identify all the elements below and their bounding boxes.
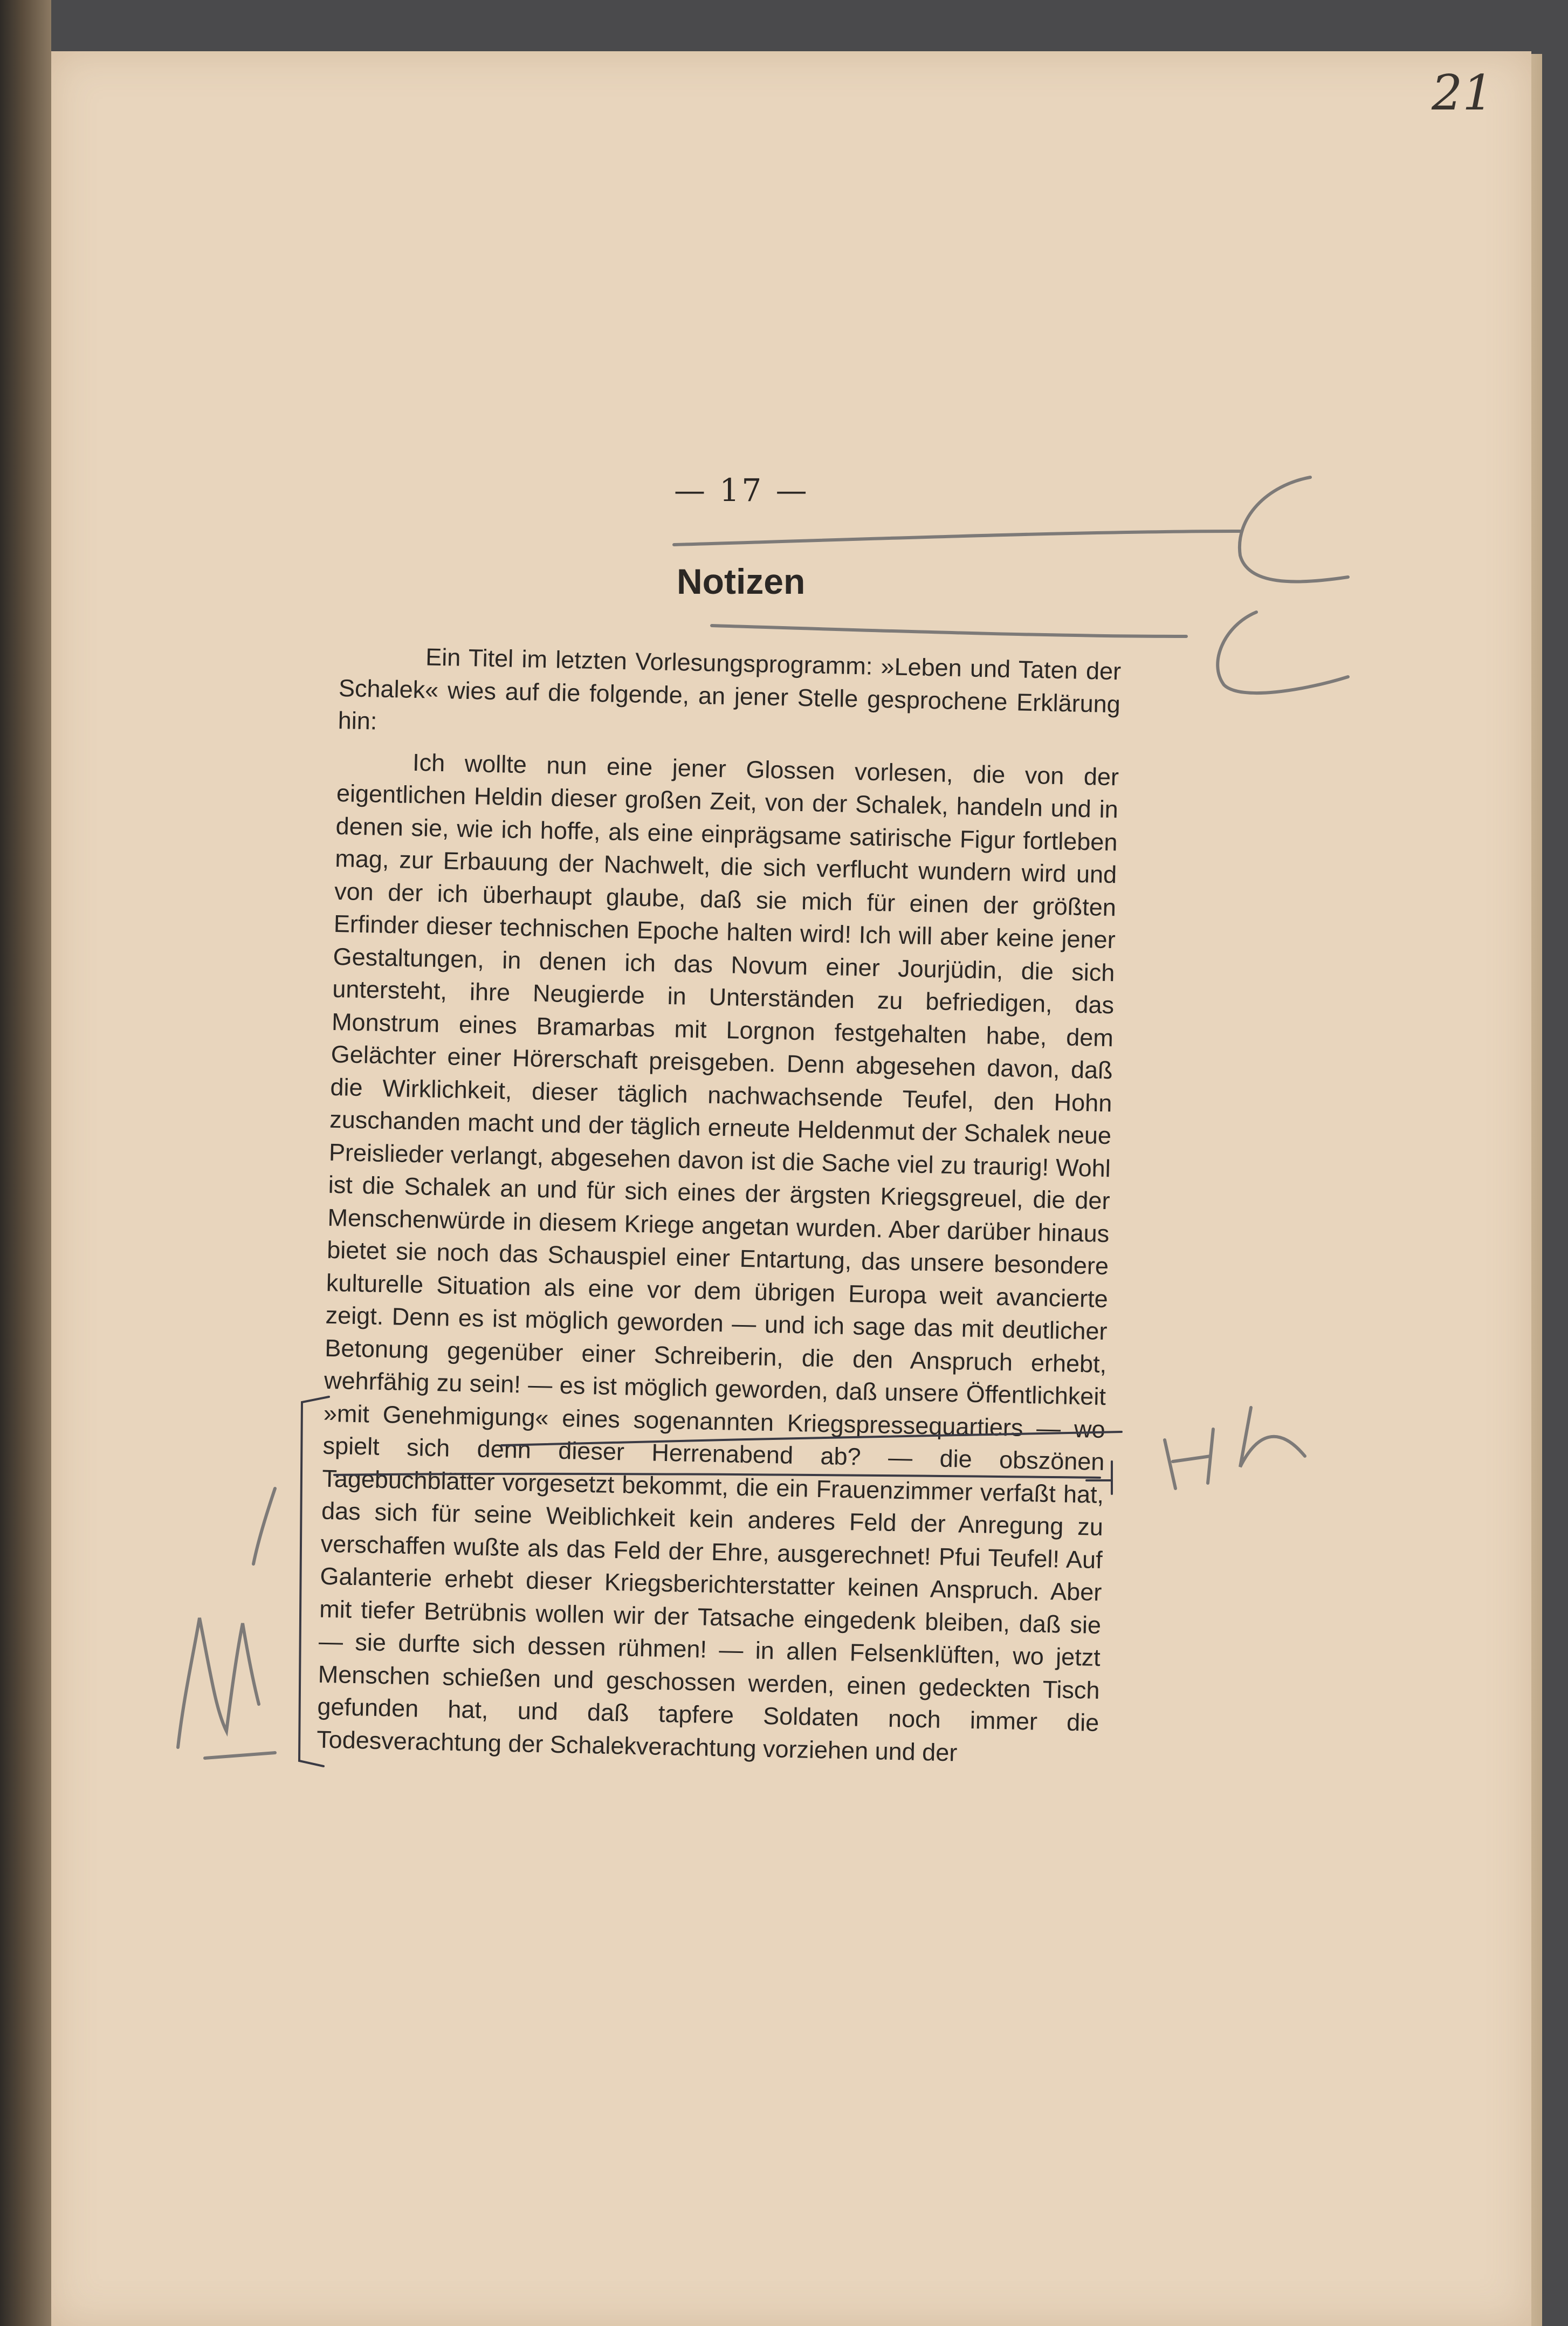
margin-bracket (299, 1397, 329, 1766)
pencil-rule-lower (712, 626, 1186, 636)
deletion-mark-lower (1218, 612, 1348, 693)
handwritten-note-right (1165, 1408, 1305, 1488)
section-heading: Notizen (677, 561, 806, 601)
page-number: — 17 — (674, 472, 809, 509)
deletion-mark-upper (1240, 477, 1348, 582)
handwritten-note-margin (178, 1488, 275, 1758)
pencil-rule-upper (674, 531, 1240, 545)
strikethrough-line-1 (501, 1432, 1122, 1445)
intro-paragraph: Ein Titel im letzten Vorlesungsprogramm: »Leben und Taten der Schalek« wies auf die folgende, an jener Stelle gesprochene Erklärung hin: (338, 643, 1122, 735)
strikethrough-line-2 (334, 1474, 1100, 1478)
main-paragraph: Ich wollte nun eine jener Glossen vorlesen, die von der eigentlichen Heldin dieser großen Zeit, von der Schalek, handeln und in denen sie, wie ich hoffe, als eine einprägsame satirische Figur fortleben mag, zur Erbauung der Nachwelt, die sich verflucht wundern wird und von der ich überhaupt glaube, daß sie mich für einen der größten Erfinder dieser technischen Epoche halten wird! Ich will aber keine jener Gestaltungen, in denen ich das Novum einer Jourjüdin, die sich untersteht, ihre Neugierde in Unterständen zu befriedigen, das Monstrum eines Bramarbas mit Lorgnon festgehalten habe, dem Gelächter einer Hörerschaft preisgeben. Denn abgesehen davon, daß die Wirklichkeit, dieser täglich nachwachsende Teufel, den Hohn zuschanden macht und der täglich erneute Heldenmut der Schalek neue Preislieder verlangt, abgesehen davon ist die Sache viel zu traurig! Wohl ist die Schalek an und für sich eines der ärgsten Kriegsgreuel, die der Menschenwürde in diesem Kriege angetan wurden. Aber darüber hinaus bietet sie noch das Schauspiel einer Entartung, das unsere besondere kulturelle Situation als eine vor dem übrigen Europa weit avancierte zeigt. Denn es ist möglich geworden — und ich sage das mit deutlicher Betonung gegenüber einer Schreiberin, die den Anspruch erhebt, wehrfähig zu sein! — es ist möglich geworden, daß unsere Öffentlichkeit »mit Genehmigung« eines sogenannten Kriegspressequartiers — wo spielt sich denn dieser Herrenabend ab? — die obszönen Tagebuchblätter vorgesetzt bekommt, die ein Frauenzimmer verfaßt hat, das sich für seine Weiblichkeit kein anderes Feld der Anregung zu verschaffen wußte als das Feld der Ehre, ausgerechnet! Pfui Teufel! Auf Galanterie erhebt dieser Kriegsberichterstatter keinen Anspruch. Aber mit tiefer Betrübnis wollen wir der Tatsache eingedenk bleiben, daß sie — sie durfte sich dessen rühmen! — in allen Felsenklüften, wo jetzt Menschen schießen und geschossen werden, einen gedeckten Tisch gefunden hat, und daß tapfere Soldaten noch immer die Todesverachtung der Schalekverachtung vorziehen und der (316, 748, 1119, 1766)
handwritten-folio-number: 21 (1432, 65, 1494, 121)
